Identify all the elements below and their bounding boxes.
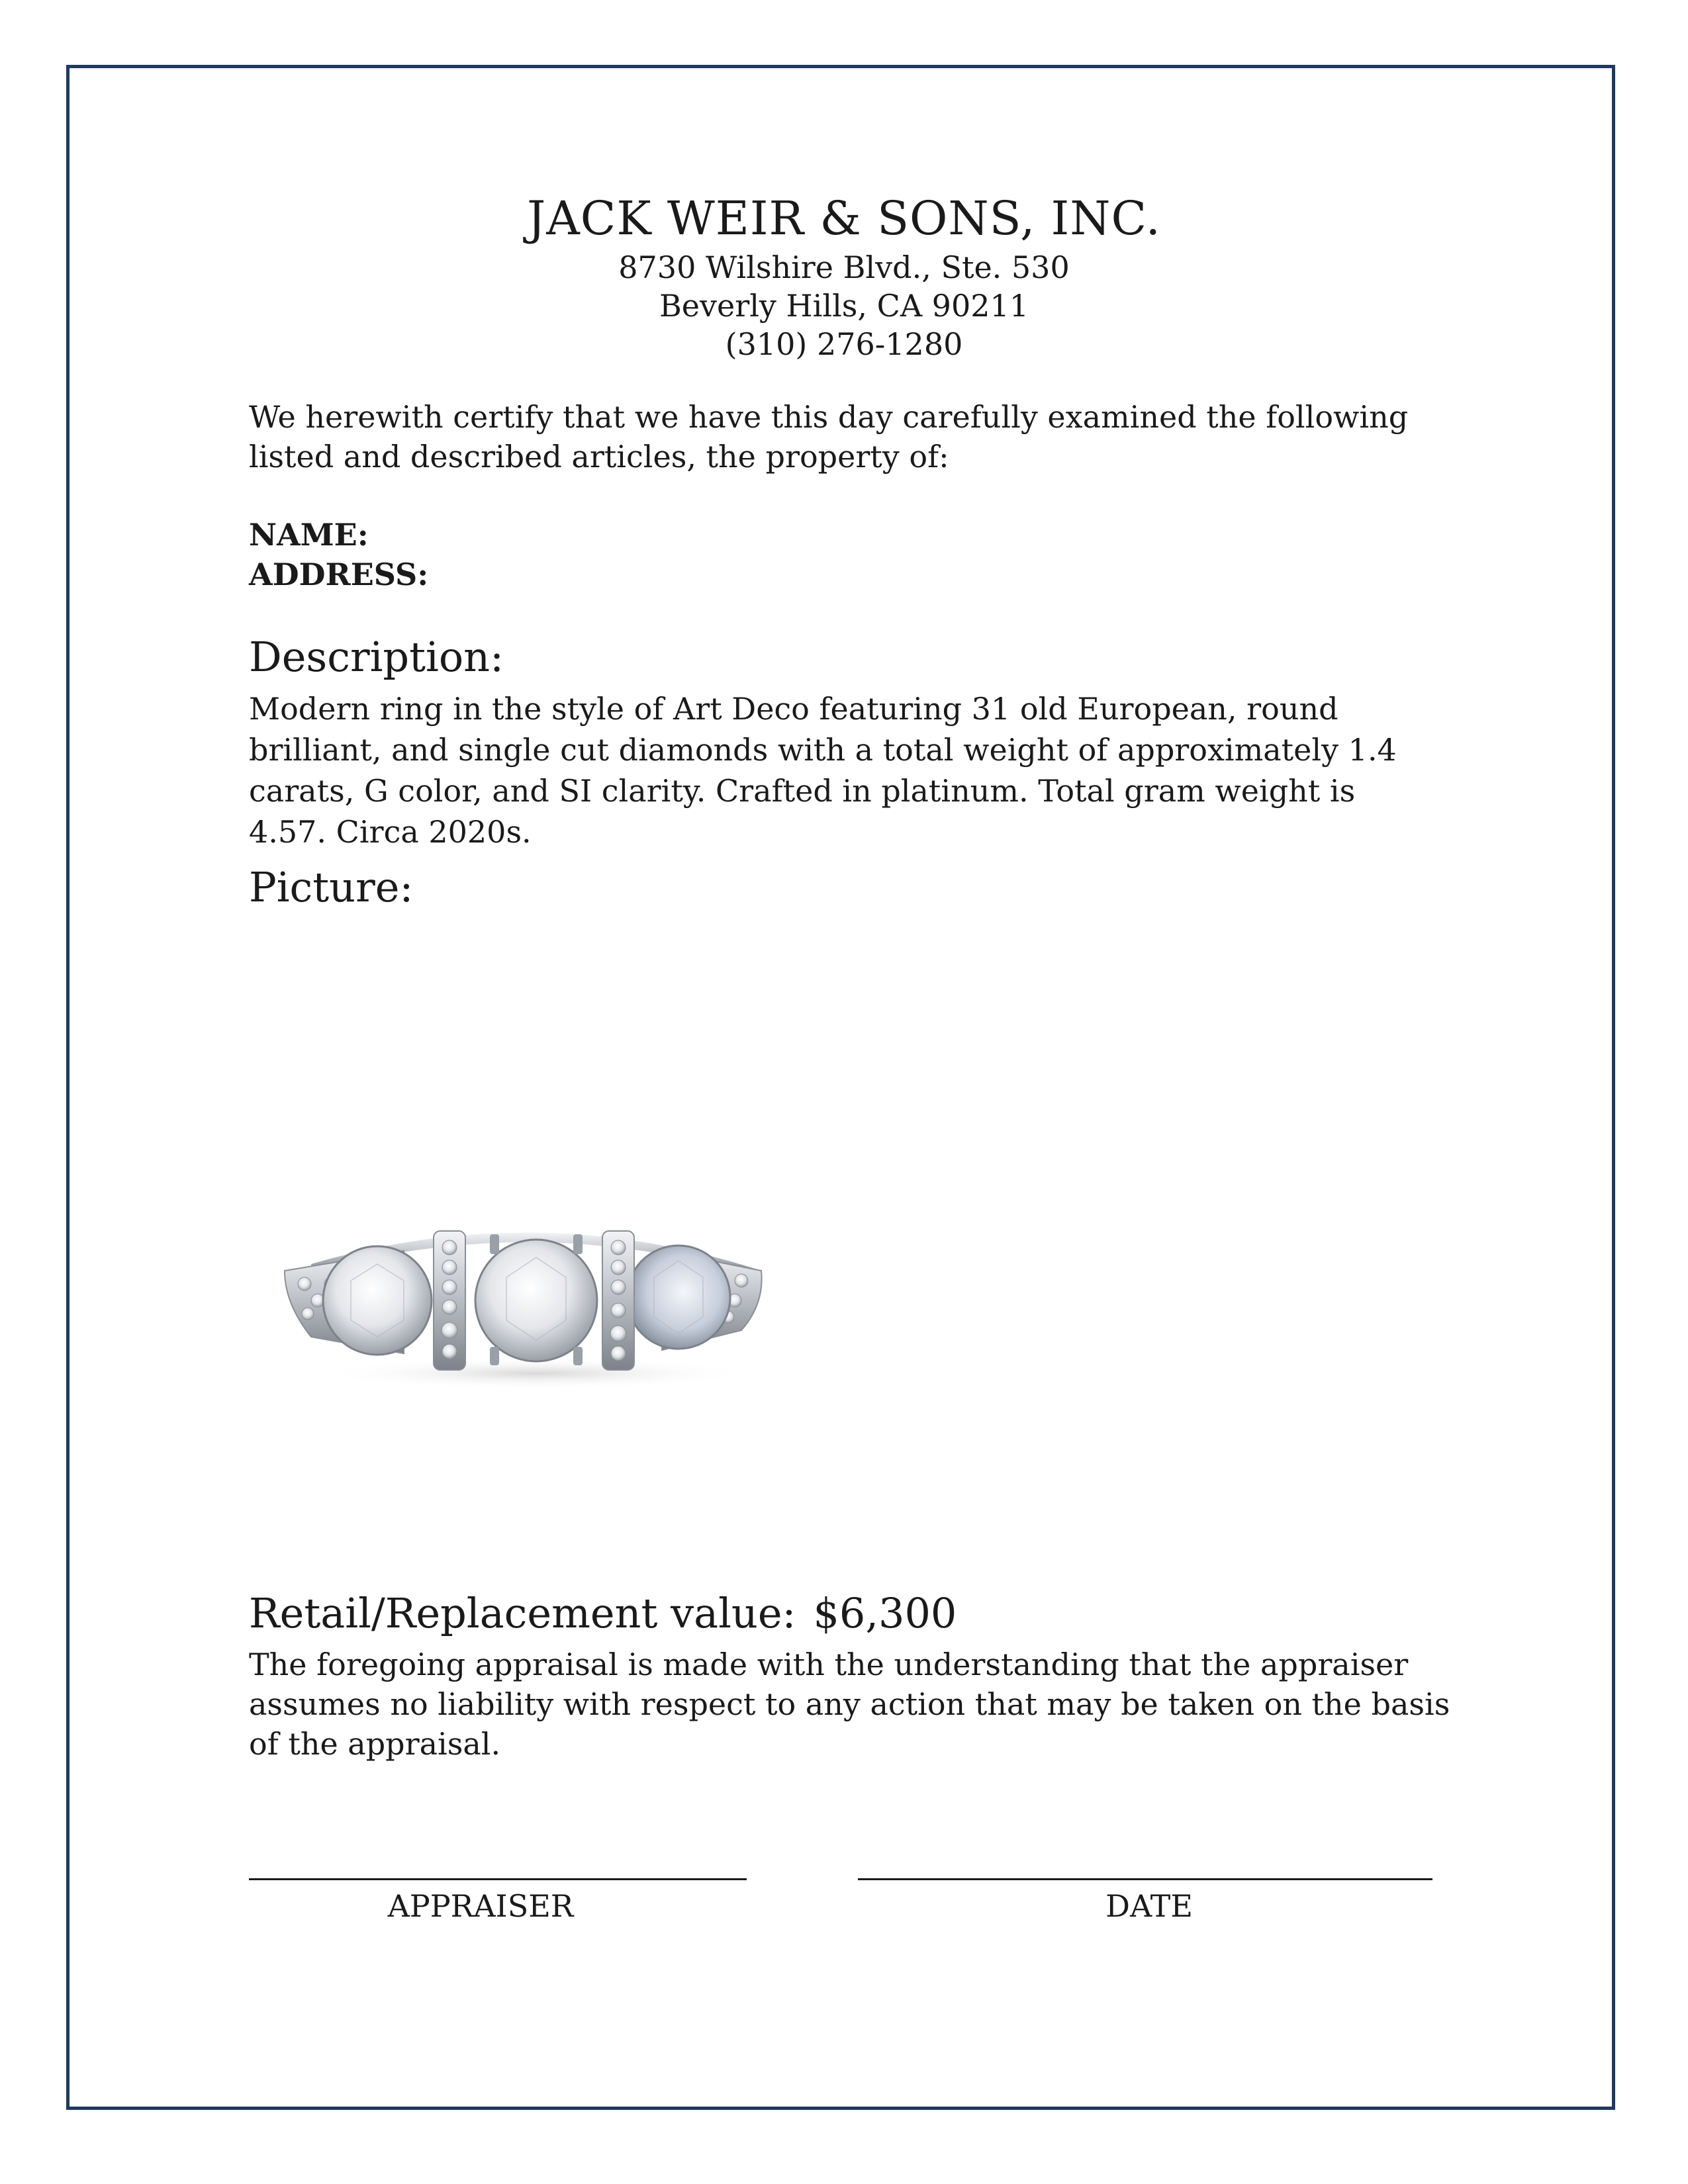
picture-heading: Picture: <box>249 863 414 911</box>
company-phone: (310) 276-1280 <box>725 326 963 362</box>
owner-fields <box>249 515 428 594</box>
company-address-line2: Beverly Hills, CA 90211 <box>659 288 1029 324</box>
value-row <box>249 1588 957 1639</box>
description-heading: Description: <box>249 633 504 681</box>
disclaimer-text: The foregoing appraisal is made with the understanding that the appraiser assumes no liability with respect to any action that may be taken on the basis of the appraisal. <box>249 1647 1450 1762</box>
document-frame <box>66 65 1615 2110</box>
appraiser-signature-line <box>249 1878 747 1880</box>
certification-text: We herewith certify that we have this day carefully examined the following listed and described articles, the property of: <box>249 399 1409 475</box>
owner-name-label: NAME: <box>249 517 369 553</box>
date-signature-line <box>858 1878 1432 1880</box>
description-text: Modern ring in the style of Art Deco featuring 31 old European, round brilliant, and single cut diamonds with a total weight of approximately 1.4 carats, G color, and SI clarity. Crafted in platinum. Total gram weight is 4.57. Circa 2020s. <box>249 691 1397 850</box>
company-header <box>0 189 1688 363</box>
diamond-ring-photo-icon <box>271 1171 788 1410</box>
date-label: DATE <box>1105 1888 1193 1924</box>
appraiser-label: APPRAISER <box>387 1888 574 1924</box>
owner-address-label: ADDRESS: <box>249 557 429 592</box>
value-amount: $6,300 <box>813 1589 957 1637</box>
company-address-line1: 8730 Wilshire Blvd., Ste. 530 <box>618 250 1070 285</box>
value-label: Retail/Replacement value: <box>249 1589 796 1637</box>
company-name: JACK WEIR & SONS, INC. <box>527 191 1161 246</box>
